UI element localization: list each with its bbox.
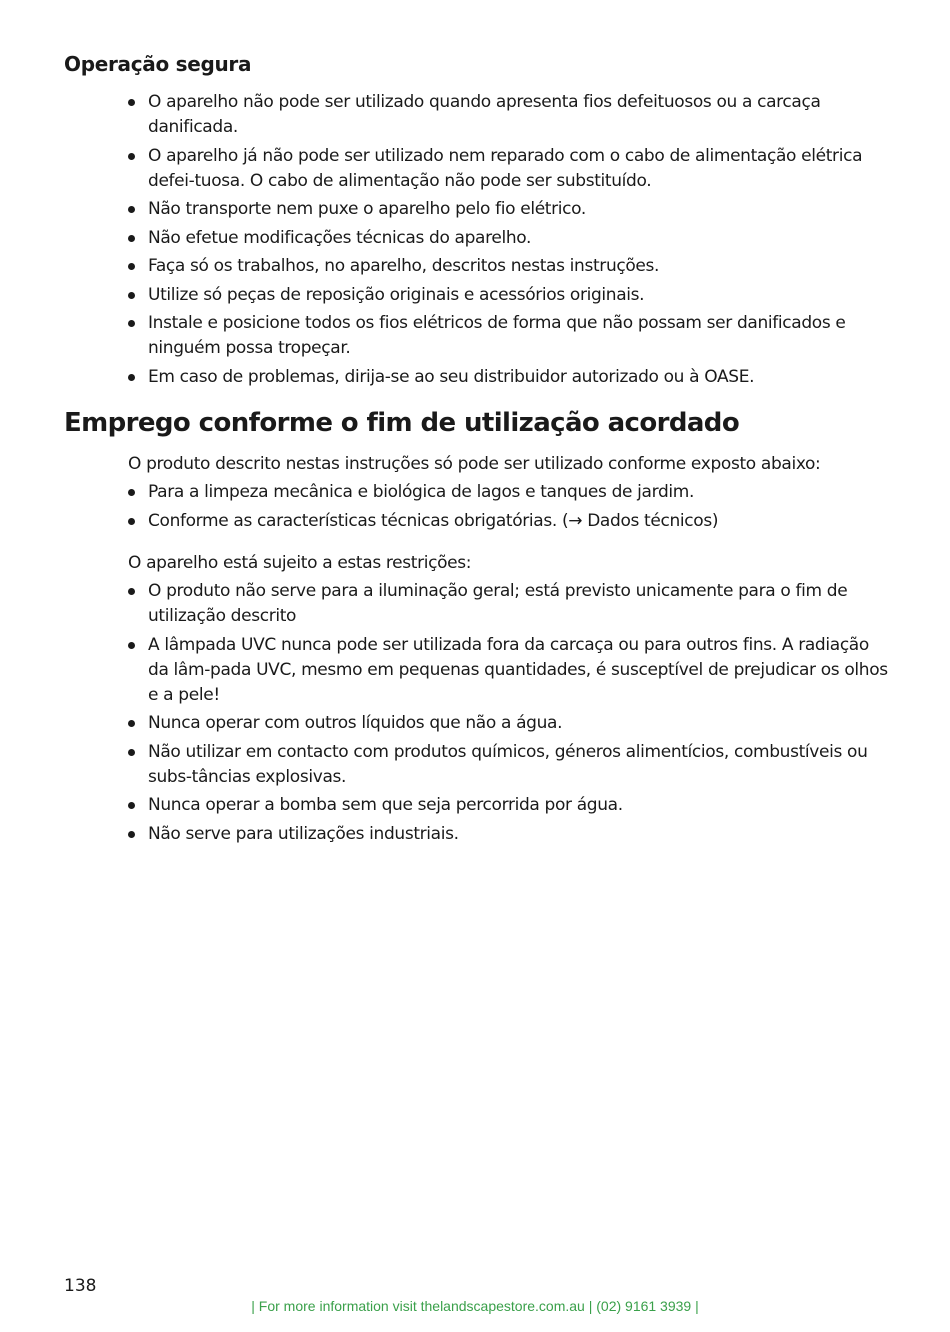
footer-contact-link[interactable]: | For more information visit thelandscapestore.com.au | (02) 9161 3939 | xyxy=(251,1298,699,1314)
list-item: Em caso de problemas, dirija-se ao seu distribuidor autorizado ou à OASE. xyxy=(128,365,888,390)
list-item: Nunca operar com outros líquidos que não a água. xyxy=(128,711,888,736)
list-item: Nunca operar a bomba sem que seja percorrida por água. xyxy=(128,793,888,818)
list-item: Instale e posicione todos os fios elétricos de forma que não possam ser danificados e ninguém possa tropeçar. xyxy=(128,311,888,361)
list-item: Utilize só peças de reposição originais e acessórios originais. xyxy=(128,283,888,308)
list-item: Faça só os trabalhos, no aparelho, descritos nestas instruções. xyxy=(128,254,888,279)
intended-use-block xyxy=(128,452,888,537)
list-item: Não transporte nem puxe o aparelho pelo fio elétrico. xyxy=(128,197,888,222)
restrictions-list xyxy=(128,579,888,847)
list-item: O aparelho já não pode ser utilizado nem reparado com o cabo de alimentação elétrica defei-tuosa. O cabo de alimentação não pode ser substituído. xyxy=(128,144,888,194)
restrictions-intro: O aparelho está sujeito a estas restrições: xyxy=(128,553,472,573)
list-item: Para a limpeza mecânica e biológica de lagos e tanques de jardim. xyxy=(128,480,888,505)
safe-operation-list xyxy=(128,90,888,390)
restrictions-block xyxy=(128,551,888,850)
list-item: O aparelho não pode ser utilizado quando apresenta fios defeituosos ou a carcaça danificada. xyxy=(128,90,888,140)
safe-operation-list-block xyxy=(128,90,888,393)
intended-use-heading: Emprego conforme o fim de utilização acordado xyxy=(64,408,740,438)
page-number: 138 xyxy=(64,1276,97,1296)
list-item: Não utilizar em contacto com produtos químicos, géneros alimentícios, combustíveis ou subs-tâncias explosivas. xyxy=(128,740,888,790)
intended-use-intro: O produto descrito nestas instruções só pode ser utilizado conforme exposto abaixo: xyxy=(128,454,821,474)
safe-operation-heading: Operação segura xyxy=(64,52,252,76)
list-item: Conforme as características técnicas obrigatórias. (→ Dados técnicos) xyxy=(128,509,888,534)
list-item: Não efetue modificações técnicas do aparelho. xyxy=(128,226,888,251)
list-item: O produto não serve para a iluminação geral; está previsto unicamente para o fim de utilização descrito xyxy=(128,579,888,629)
intended-use-list xyxy=(128,480,888,534)
list-item: A lâmpada UVC nunca pode ser utilizada fora da carcaça ou para outros fins. A radiação da lâm-pada UVC, mesmo em pequenas quantidades, é susceptível de prejudicar os olhos e a pele! xyxy=(128,633,888,708)
list-item: Não serve para utilizações industriais. xyxy=(128,822,888,847)
